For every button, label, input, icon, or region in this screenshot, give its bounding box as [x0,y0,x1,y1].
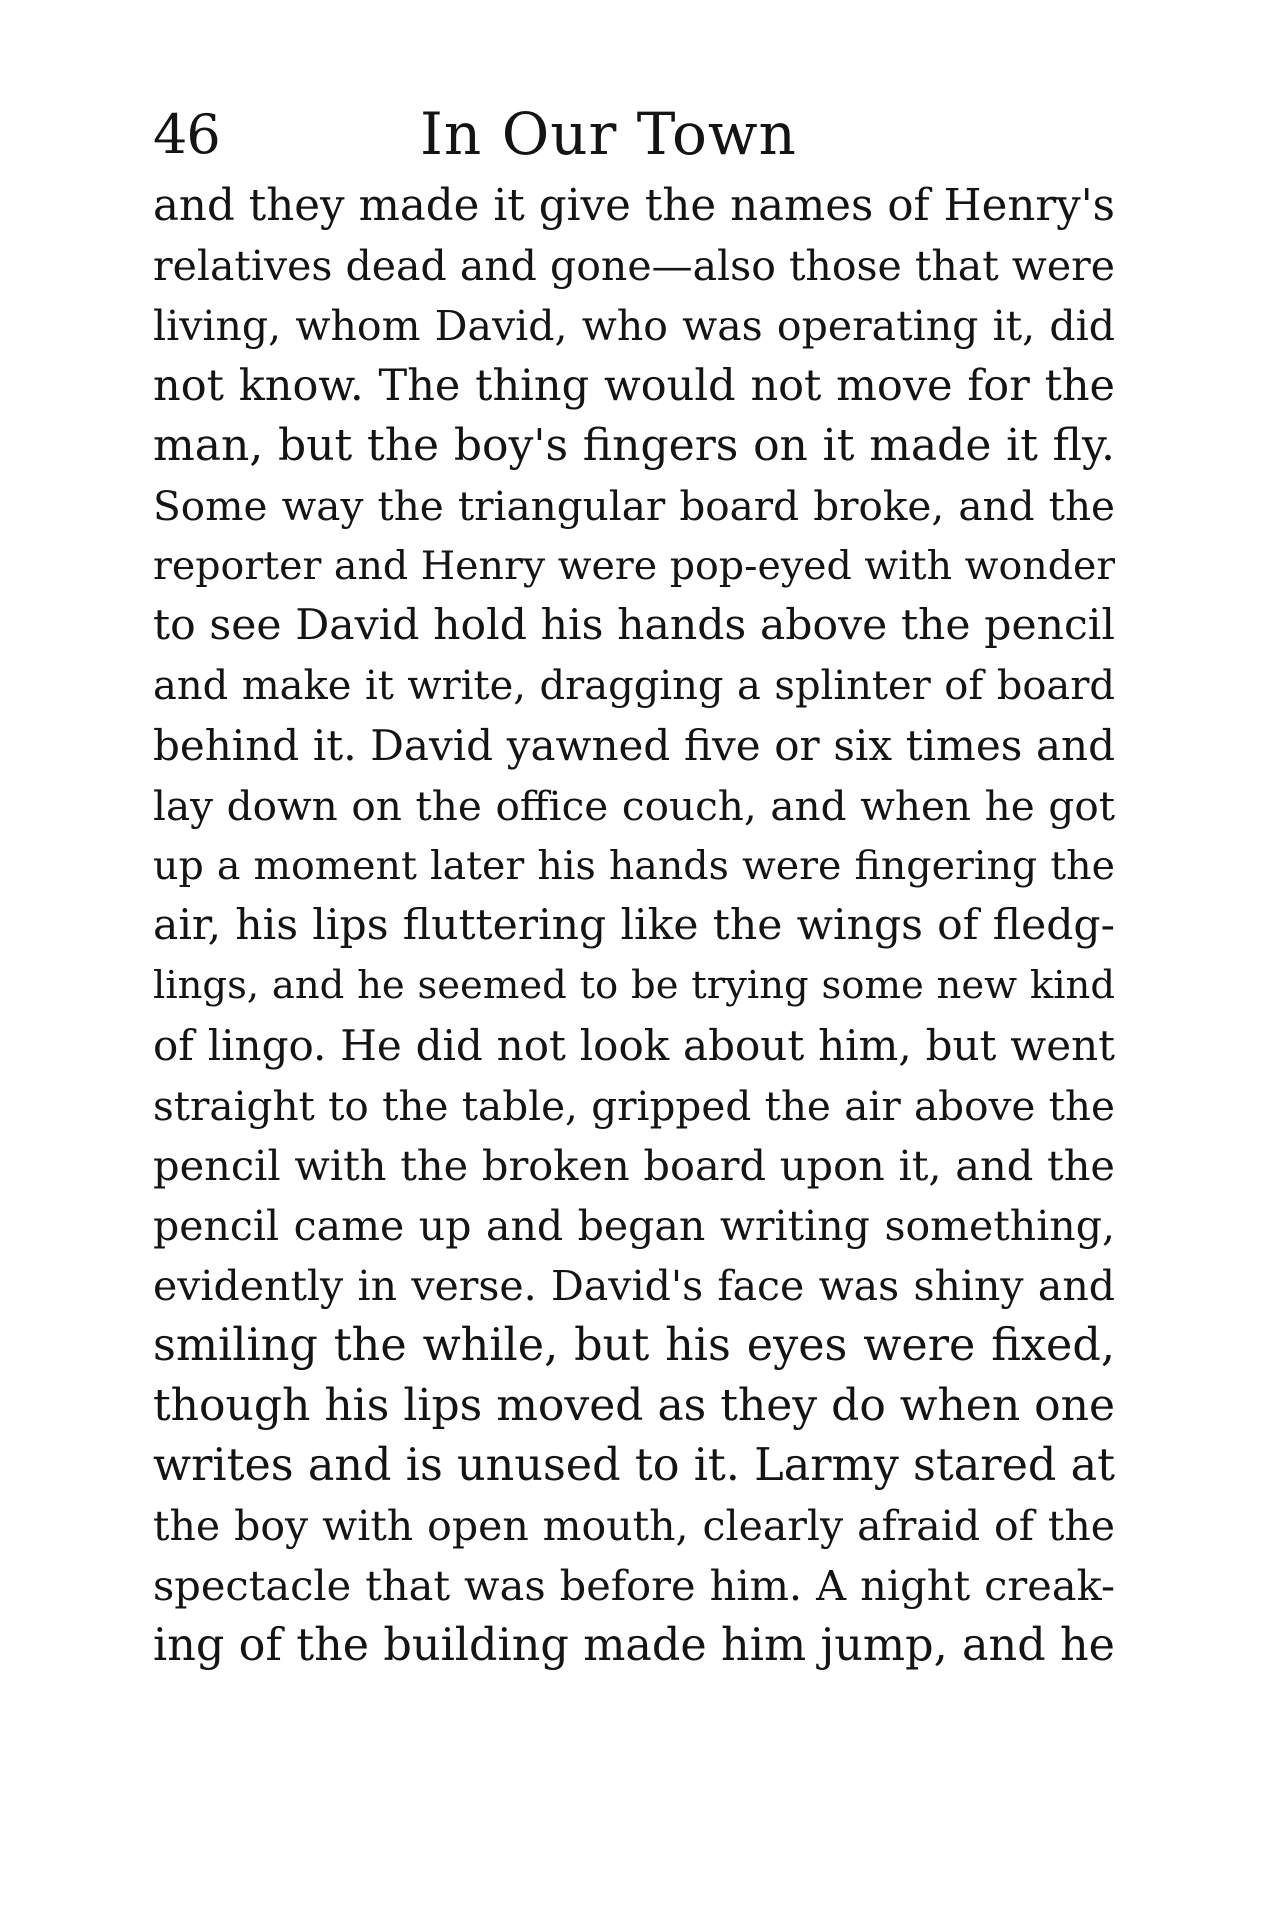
body-text [153,176,1115,1676]
text-line: to see David hold his hands above the pencil [153,601,1115,650]
text-line: up a moment later his hands were fingering the [153,843,1115,889]
text-line: lings, and he seemed to be trying some new kind [153,963,1115,1008]
text-line: lay down on the office couch, and when he got [153,782,1115,830]
text-line: pencil came up and began writing something, [153,1202,1115,1250]
text-line: of lingo. He did not look about him, but went [153,1021,1115,1070]
text-line: reporter and Henry were pop-eyed with wonder [153,543,1115,589]
text-line: evidently in verse. David's face was shiny and [153,1262,1115,1310]
text-line: relatives dead and gone—also those that were [153,242,1115,290]
text-line: straight to the table, gripped the air above the [153,1082,1115,1130]
text-line: writes and is unused to it. Larmy stared at [153,1440,1115,1491]
text-line: though his lips moved as they do when one [153,1380,1115,1431]
text-line: smiling the while, but his eyes were fixed, [153,1320,1115,1371]
text-line: spectacle that was before him. A night creak- [153,1561,1115,1610]
text-line: man, but the boy's fingers on it made it fly. [153,420,1115,471]
text-line: the boy with open mouth, clearly afraid of the [153,1502,1115,1550]
page-number: 46 [153,103,220,166]
text-line: not know. The thing would not move for the [153,361,1115,411]
text-line: living, whom David, who was operating it, did [153,302,1115,350]
text-line: pencil with the broken board upon it, and the [153,1141,1115,1190]
text-line: and they made it give the names of Henry's [153,181,1115,231]
text-line: and make it write, dragging a splinter of board [153,663,1115,709]
running-title: In Our Town [420,100,797,168]
text-line: Some way the triangular board broke, and the [153,482,1115,530]
text-line: air, his lips fluttering like the wings of fledg- [153,901,1115,950]
text-line: ing of the building made him jump, and he [153,1620,1115,1671]
text-line: behind it. David yawned five or six times and [153,721,1115,770]
